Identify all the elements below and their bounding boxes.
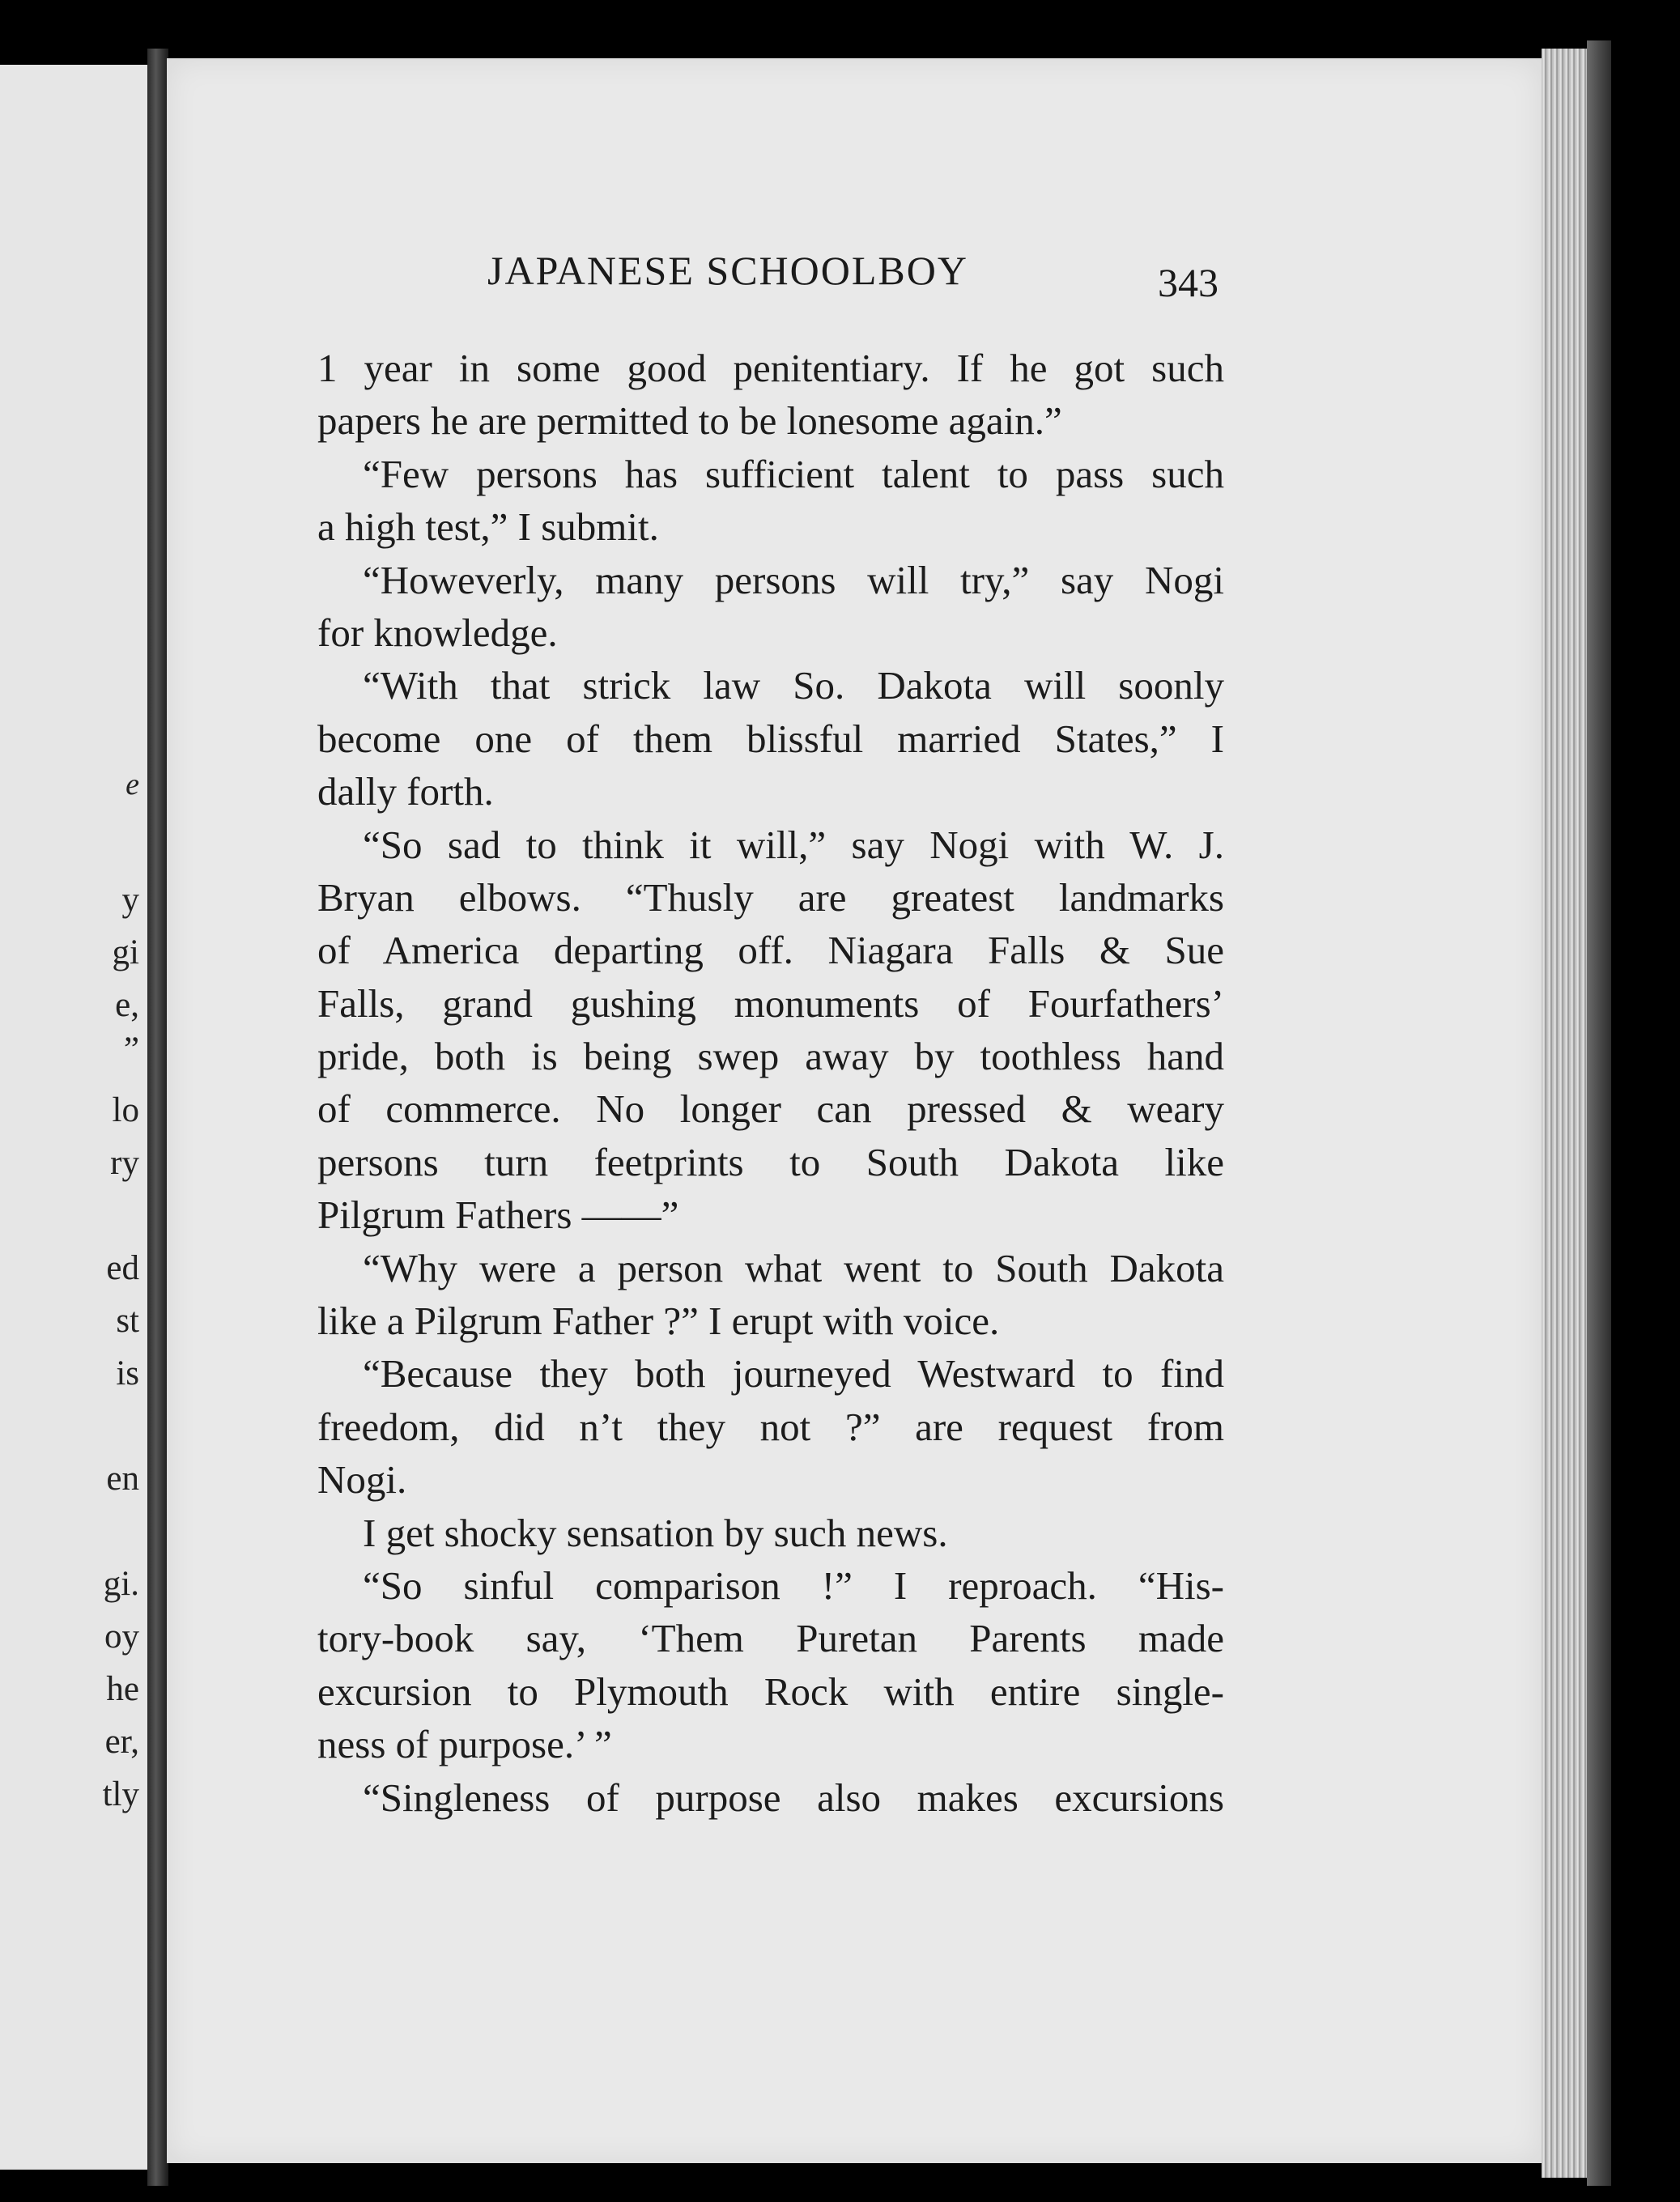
left-page-fragment: is [116,1354,139,1392]
left-page-fragment: ry [110,1144,139,1182]
text-line: become one of them blissful married States,” I [317,716,1224,761]
text-line: of America departing off. Niagara Falls & Sue [317,928,1224,973]
left-page-fragment: en [106,1460,139,1498]
text-line: “So sinful comparison !” I reproach. “His- [363,1562,1224,1608]
left-page-fragment: ed [106,1249,139,1287]
text-line: I get shocky sensation by such news. [363,1510,948,1555]
text-line: “Why were a person what went to South Dakota [363,1245,1224,1290]
text-line: Falls, grand gushing monuments of Fourfathers’ [317,980,1224,1026]
text-line: dally forth. [317,769,494,814]
text-line: Bryan elbows. “Thusly are greatest landmarks [317,874,1224,920]
left-page-fragment: tly [102,1775,139,1813]
book-gutter [147,49,168,2186]
text-line: Nogi. [317,1457,407,1503]
text-line: papers he are permitted to be lonesome again.” [317,398,1062,444]
page-edges [1542,49,1587,2178]
left-page-fragment: e [125,767,139,801]
running-title: JAPANESE SCHOOLBOY [487,248,968,293]
text-line: 1 year in some good penitentiary. If he got such [317,346,1224,390]
left-page-fragment: y [121,881,139,919]
left-page-fragment: e, [115,986,139,1024]
text-line: “So sad to think it will,” say Nogi with W. J. [363,822,1224,867]
left-page-fragment: gi. [103,1565,139,1603]
left-page-fragment: ” [123,1031,139,1069]
left-page-fragment: gi [112,933,139,971]
left-page-fragment: er, [104,1723,139,1761]
text-line: persons turn feetprints to South Dakota like [317,1139,1224,1184]
book-cover-edge [1587,40,1611,2186]
text-line: “Singleness of purpose also makes excursions [363,1775,1224,1820]
text-line: “Because they both journeyed Westward to find [363,1351,1224,1396]
text-line: freedom, did n’t they not ?” are request from [317,1404,1224,1449]
left-page [0,65,147,2170]
text-line: of commerce. No longer can pressed & weary [317,1086,1224,1132]
text-line: “With that strick law So. Dakota will soonly [363,663,1224,708]
body-text [317,342,1224,1824]
text-line: “Few persons has sufficient talent to pass such [363,451,1224,496]
left-page-fragment: he [106,1670,139,1708]
text-line: for knowledge. [317,610,558,655]
text-line: Pilgrum Fathers ——” [317,1192,679,1238]
text-line: excursion to Plymouth Rock with entire single- [317,1669,1224,1714]
page-number: 343 [1158,260,1219,305]
left-page-fragment: st [116,1302,139,1340]
left-page-fragment: lo [112,1091,139,1129]
text-line: ness of purpose.’ ” [317,1722,612,1767]
text-line: a high test,” I submit. [317,504,659,550]
text-line: like a Pilgrum Father ?” I erupt with voice. [317,1299,1000,1344]
text-line: tory-book say, ‘Them Puretan Parents made [317,1616,1224,1661]
text-line: pride, both is being swep away by toothless hand [317,1034,1224,1079]
text-line: “Howeverly, many persons will try,” say Nogi [363,557,1224,602]
left-page-fragment: oy [104,1617,139,1656]
